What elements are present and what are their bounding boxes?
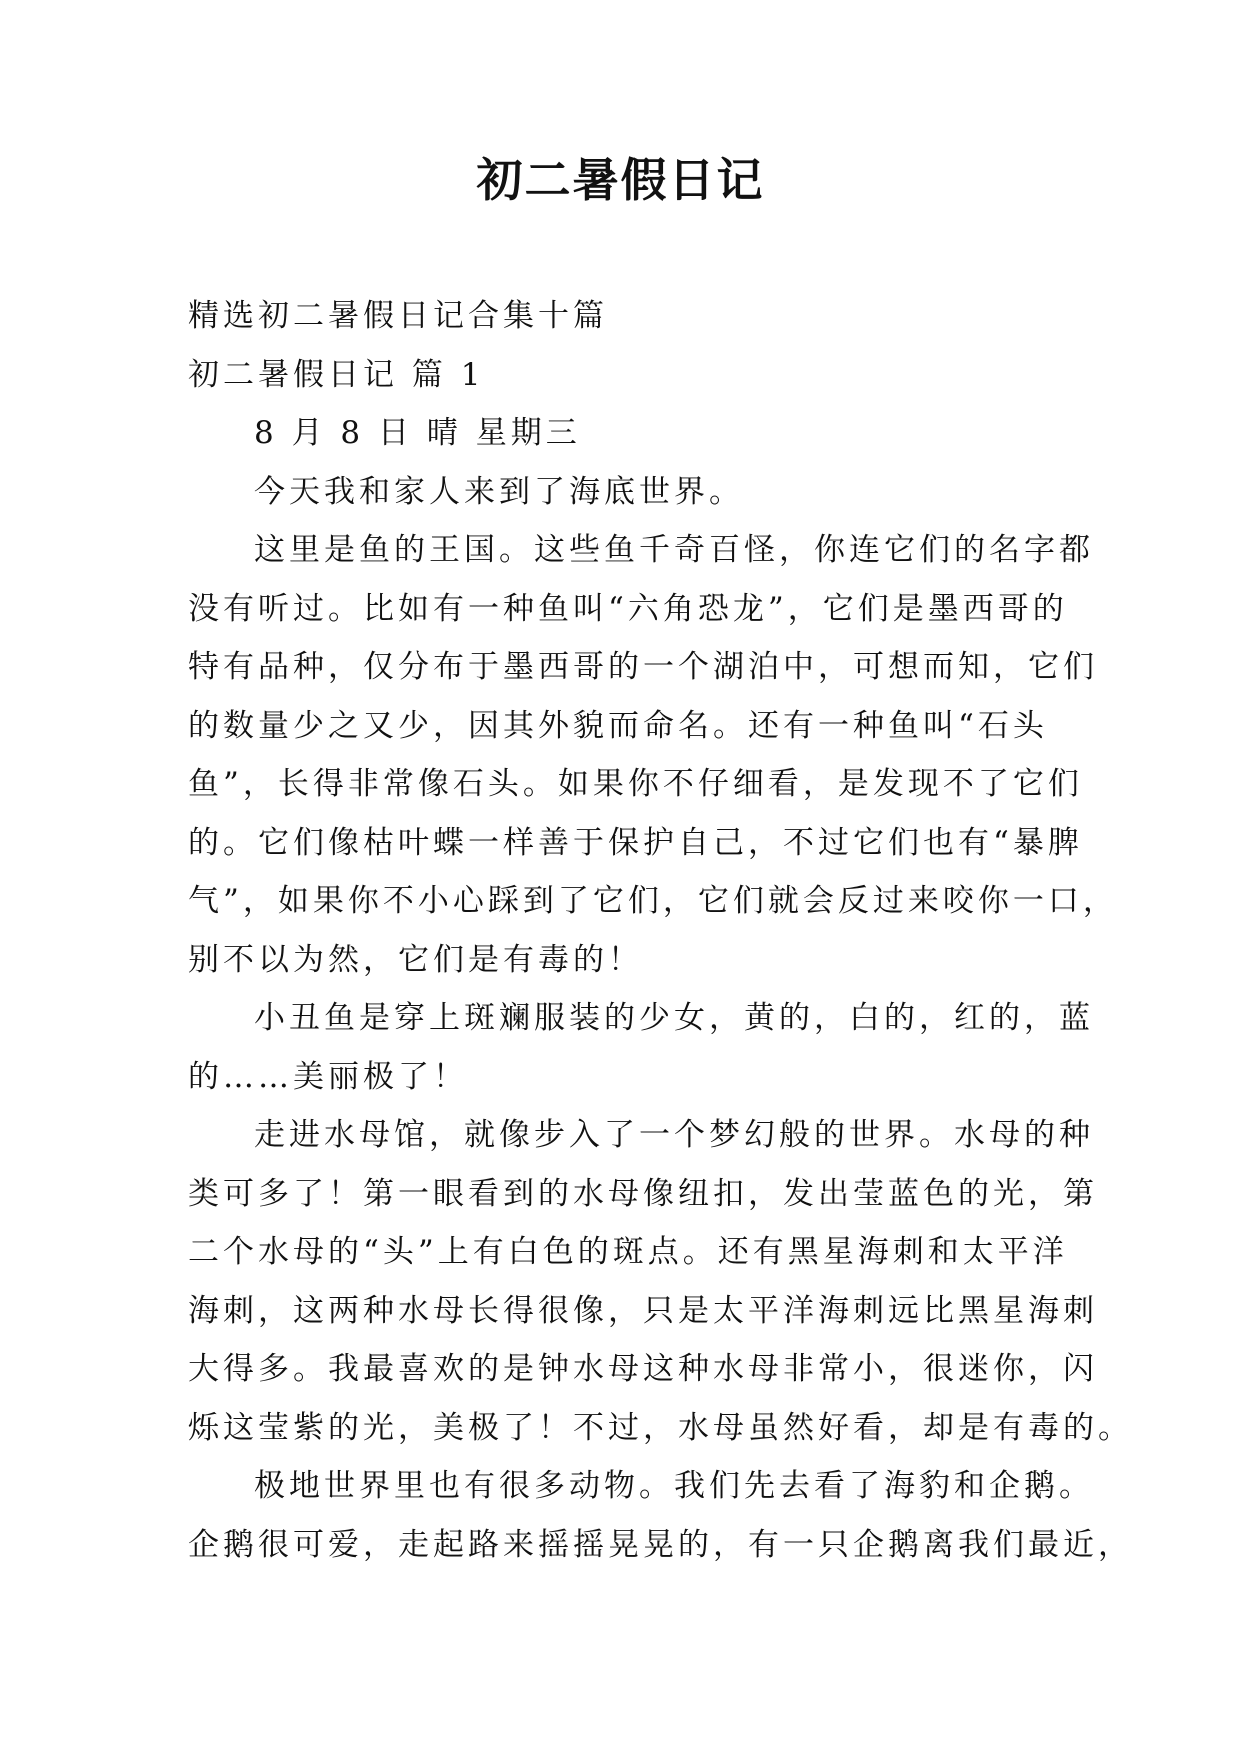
paragraph-line: 二个水母的“头”上有白色的斑点。还有黑星海刺和太平洋 bbox=[188, 1234, 1068, 1270]
paragraph-line: 的。它们像枯叶蝶一样善于保护自己，不过它们也有“暴脾 bbox=[188, 824, 1083, 861]
paragraph-line: 大得多。我最喜欢的是钟水母这种水母非常小，很迷你，闪 bbox=[188, 1351, 1098, 1387]
paragraph-2 bbox=[188, 521, 1118, 989]
paragraph-5 bbox=[188, 1457, 1133, 1574]
paragraph-line: 今天我和家人来到了海底世界。 bbox=[254, 473, 744, 510]
date-line: 8 月 8 日 晴 星期三 bbox=[254, 415, 581, 451]
document-title: 初二暑假日记 bbox=[476, 153, 765, 207]
paragraph-line: 企鹅很可爱，走起路来摇摇晃晃的，有一只企鹅离我们最近， bbox=[188, 1526, 1133, 1563]
paragraph-line: 没有听过。比如有一种鱼叫“六角恐龙”，它们是墨西哥的 bbox=[188, 590, 1068, 627]
paragraph-line: 烁这莹紫的光，美极了！不过，水母虽然好看，却是有毒的。 bbox=[188, 1409, 1133, 1446]
paragraph-line: 小丑鱼是穿上斑斓服装的少女，黄的，白的，红的，蓝 bbox=[254, 1000, 1094, 1036]
paragraph-line: 鱼”，长得非常像石头。如果你不仔细看，是发现不了它们 bbox=[188, 766, 1083, 802]
paragraph-3 bbox=[188, 989, 1094, 1106]
paragraph-line: 别不以为然，它们是有毒的！ bbox=[188, 941, 643, 978]
paragraph-line: 的数量少之又少，因其外貌而命名。还有一种鱼叫“石头 bbox=[188, 707, 1048, 744]
paragraph-1 bbox=[188, 463, 1066, 522]
paragraph-line: 类可多了！第一眼看到的水母像纽扣，发出莹蓝色的光，第 bbox=[188, 1175, 1098, 1212]
paragraph-line: 特有品种，仅分布于墨西哥的一个湖泊中，可想而知，它们 bbox=[188, 649, 1098, 685]
intro-line: 精选初二暑假日记合集十篇 bbox=[188, 298, 608, 334]
paragraph-line: 的……美丽极了！ bbox=[188, 1058, 468, 1095]
paragraph-line: 这里是鱼的王国。这些鱼千奇百怪，你连它们的名字都 bbox=[254, 532, 1094, 568]
paragraph-line: 极地世界里也有很多动物。我们先去看了海豹和企鹅。 bbox=[254, 1468, 1094, 1504]
document-body bbox=[188, 287, 1133, 1574]
paragraph-line: 海刺，这两种水母长得很像，只是太平洋海刺远比黑星海刺 bbox=[188, 1292, 1098, 1329]
section-heading: 初二暑假日记 篇 1 bbox=[188, 356, 485, 393]
paragraph-line: 气”，如果你不小心踩到了它们，它们就会反过来咬你一口， bbox=[188, 883, 1118, 919]
paragraph-4 bbox=[188, 1106, 1133, 1457]
paragraph-line: 走进水母馆，就像步入了一个梦幻般的世界。水母的种 bbox=[254, 1117, 1094, 1153]
